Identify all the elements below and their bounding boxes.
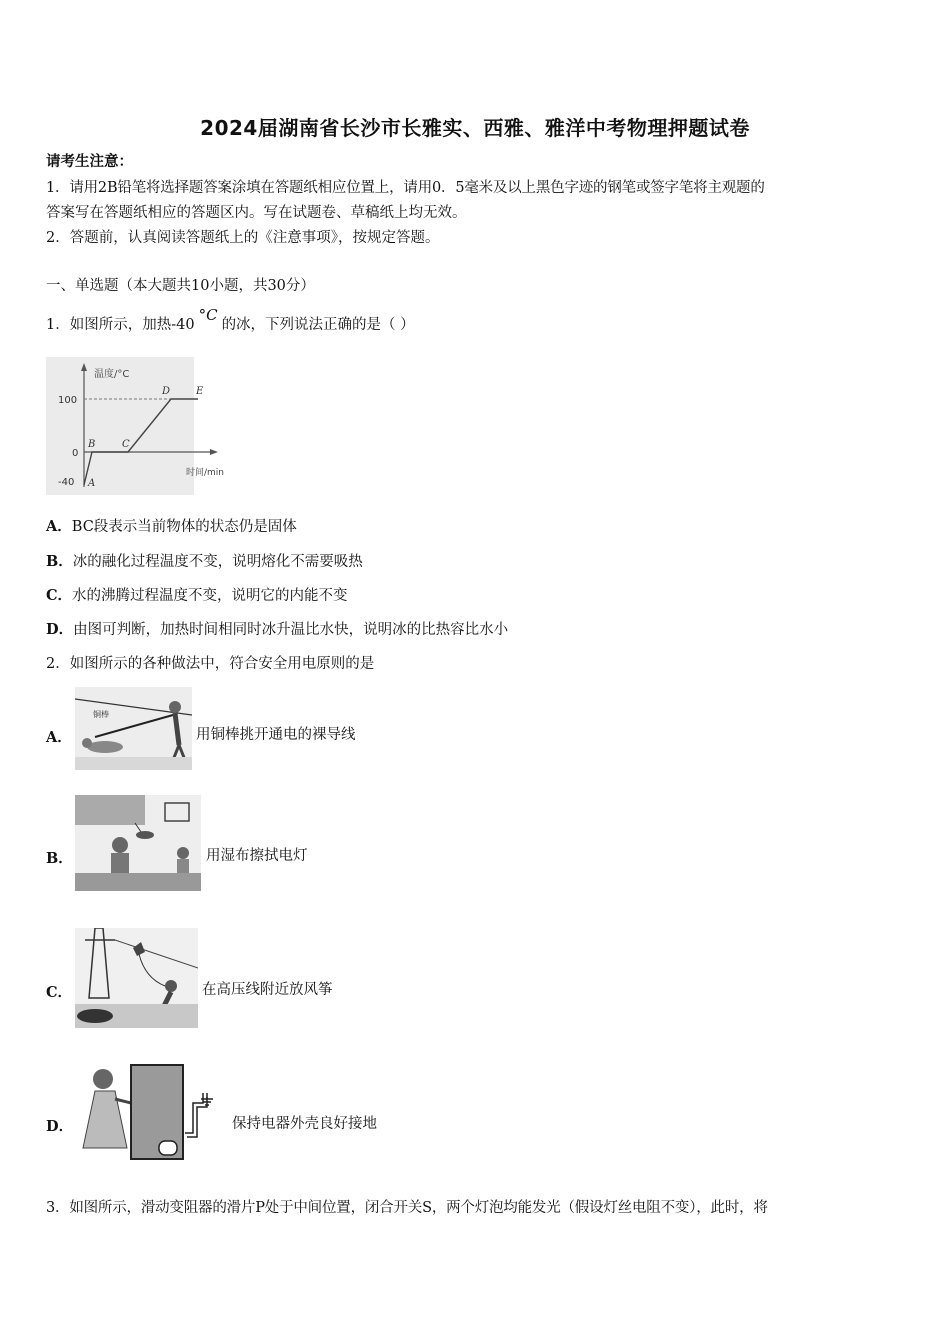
question-2-option-c-letter: C． [46,984,73,1001]
illustration-grounding-svg [75,1063,230,1163]
option-text: 由图可判断，加热时间相同时冰升温比水快，说明冰的比热容比水小 [73,622,509,638]
question-2-option-b-text: 用湿布擦拭电灯 [206,848,308,864]
power-line [115,940,198,968]
bush [77,1009,113,1023]
tick-neg-40: -40 [58,477,75,488]
option-letter: B． [46,553,73,570]
ground [75,757,192,770]
wall-socket-icon [165,803,189,821]
option-text: 水的沸腾过程温度不变，说明它的内能不变 [72,588,348,604]
illustration-wet-cloth [75,795,201,891]
appliance-foot [159,1141,177,1155]
point-a-label: A [88,478,96,489]
person-head-icon [112,837,128,853]
question-2-option-a-text: 用铜棒挑开通电的裸导线 [196,727,356,743]
temperature-time-graph [46,357,225,495]
tick-0: 0 [72,448,79,459]
lamp-icon [136,831,154,839]
point-c-label: C [122,439,130,450]
question-1-stem [46,306,415,335]
question-1-option-d [46,620,508,640]
option-letter: A． [46,518,72,535]
ground-wire [185,1093,203,1133]
tick-100: 100 [58,395,78,406]
illustration-kite [75,928,198,1028]
kite-string [139,954,165,986]
x-axis-label: 时间/min [186,468,225,478]
illustration-grounding [75,1063,230,1163]
option-letter: D． [46,621,74,638]
illustration-wet-cloth-svg [75,795,201,891]
question-2-option-d-text: 保持电器外壳良好接地 [232,1116,377,1132]
person-head-icon [165,980,177,992]
curtain [75,795,145,825]
person-head-icon [169,701,181,713]
option-letter: C． [46,587,73,604]
question-2-option-b-letter: B． [46,850,73,867]
notice-item-1-line-1: 1．请用2B铅笔将选择题答案涂填在答题纸相应位置上，请用0．5毫米及以上黑色字迹的钢笔或签字笔将主观题的 [46,180,765,196]
question-3-stem: 3．如图所示，滑动变阻器的滑片P处于中间位置，闭合开关S，两个灯泡均能发光（假设灯丝电阻不变），此时，将 [46,1200,768,1216]
point-b-label: B [88,439,96,450]
notice-heading: 请考生注意： [46,153,133,170]
celsius-unit: °C [198,306,218,324]
kite-icon [133,942,145,956]
question-2-option-a-letter: A． [46,729,72,746]
point-e-label: E [196,386,204,397]
fence [75,873,201,891]
question-2-stem: 2．如图所示的各种做法中，符合安全用电原则的是 [46,656,375,672]
power-tower-icon [89,928,109,998]
notice-item-2: 2．答题前，认真阅读答题纸上的《注意事项》，按规定答题。 [46,230,440,246]
y-axis-label: 温度/°C [94,369,130,380]
notice-item-1-line-2: 答案写在答题纸相应的答题区内。写在试题卷、草稿纸上均无效。 [46,205,467,221]
illustration-kite-svg [75,928,198,1028]
graph-svg [46,357,276,497]
question-2-option-d-letter: D． [46,1118,74,1135]
page-title: 2024届湖南省长沙市长雅实、西雅、雅洋中考物理押题试卷 [200,116,750,140]
fallen-person [87,741,123,753]
person-body [175,713,179,745]
question-1-option-a [46,517,297,537]
question-1-option-b [46,552,363,572]
option-text: 冰的融化过程温度不变，说明熔化不需要吸热 [72,554,363,570]
illustration-copper-rod [75,687,192,770]
fallen-person-head-icon [82,738,92,748]
question-2-option-c-text: 在高压线附近放风筝 [202,982,333,998]
x-axis-arrow [210,449,218,455]
child-head-icon [177,847,189,859]
question-1-stem-start: 1．如图所示，加热-40 [46,317,195,333]
section-heading: 一、单选题（本大题共10小题，共30分） [46,278,315,294]
girl-head-icon [93,1069,113,1089]
question-1-stem-end: 的冰，下列说法正确的是（ ） [221,317,415,333]
option-text: BC段表示当前物体的状态仍是固体 [71,519,297,535]
illustration-copper-rod-svg [75,687,192,770]
copper-rod-label: 铜棒 [93,710,109,719]
question-1-option-c [46,586,348,606]
point-d-label: D [162,386,171,397]
